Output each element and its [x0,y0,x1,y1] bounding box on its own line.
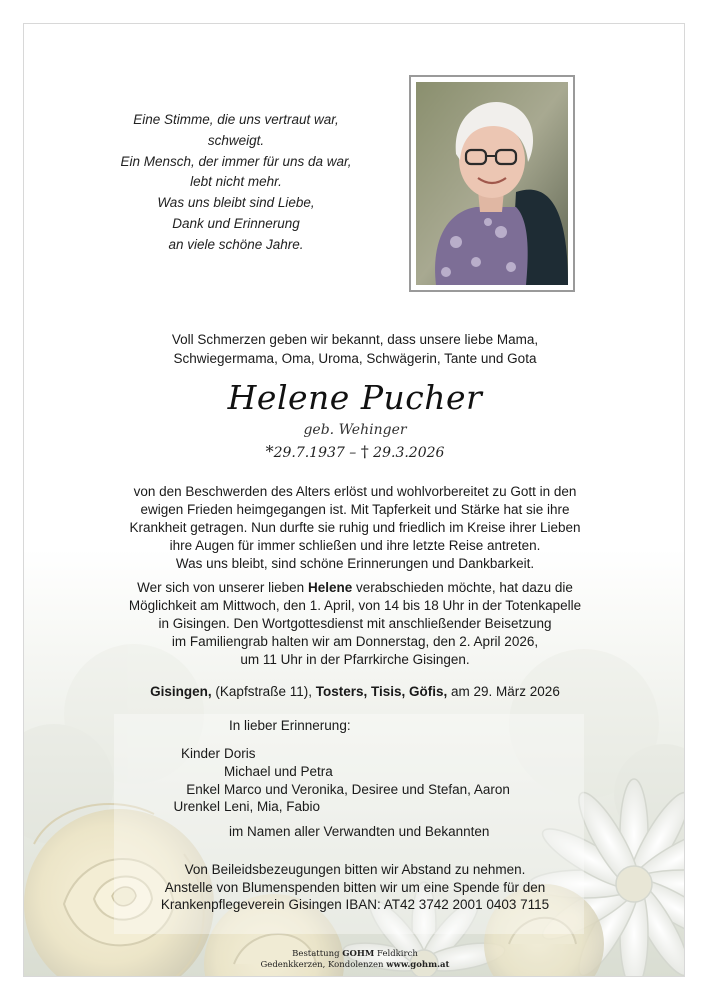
obituary-paragraph [95,483,615,573]
relatives-line: im Namen aller Verwandten und Bekannten [229,824,490,839]
funeral-home-brand: GOHM [342,949,375,959]
family-names: Michael und Petra [224,763,333,779]
family-row [134,798,510,816]
paragraph-line: Möglichkeit am Mittwoch, den 1. April, von 14 bis 18 Uhr in der Totenkapelle [128,598,582,613]
intro-line: Schwiegermama, Oma, Uroma, Schwägerin, Tante und Gota [173,351,537,366]
birth-star-icon: * [265,442,274,461]
announcement-intro [95,330,615,368]
family-relation: Urenkel [173,799,220,815]
family-list [134,745,510,816]
website-link[interactable]: www.gohm.at [386,960,450,970]
signing-date: am 29. März 2026 [447,684,560,699]
family-row [134,763,510,781]
place-primary: Gisingen, [150,684,212,699]
closing-line: Von Beileidsbezeugungen bitten wir Abstand zu nehmen. [184,862,526,877]
family-relation: Enkel [186,781,220,797]
funeral-home-footer [205,949,505,971]
poem-line: lebt nicht mehr. [190,174,282,190]
paragraph-line: Krankheit getragen. Nun durfte sie ruhig und friedlich im Kreise ihrer Lieben [129,520,581,535]
family-names: Marco und Veronika, Desiree und Stefan, Aaron [224,781,510,797]
family-names: Doris [224,746,256,761]
text-segment: Wer sich von unserer lieben [137,580,308,595]
deceased-name: Helene Pucher [227,378,483,417]
funeral-details-paragraph [95,579,615,669]
paragraph-line: Was uns bleibt, sind schöne Erinnerungen und Dankbarkeit. [175,556,535,571]
portrait-frame [409,75,575,292]
footer-line [205,960,505,971]
maiden-name: geb. Wehinger [303,422,407,438]
parte-card [23,23,685,977]
poem-line: an viele schöne Jahre. [168,236,304,252]
paragraph-line: ihre Augen für immer schließen und ihre letzte Reise antreten. [169,538,541,553]
text-segment: Gedenkkerzen, Kondolenzen [260,960,387,970]
date-separator: – [344,445,361,461]
poem-line: Eine Stimme, die uns vertraut war, [133,112,339,127]
paragraph-line: ewigen Frieden heimgegangen ist. Mit Tapferkeit und Stärke hat sie ihre [140,502,570,517]
paragraph-line [95,579,615,597]
place-secondary: Tosters, Tisis, Göfis, [315,684,448,699]
place-date-line [95,684,615,699]
first-name-bold: Helene [307,580,353,595]
poem-line: Was uns bleibt sind Liebe, [157,195,315,211]
family-relation [134,763,224,781]
portrait-photo-icon [416,82,568,285]
paragraph-line: um 11 Uhr in der Pfarrkirche Gisingen. [240,652,470,667]
birth-date: 29.7.1937 [273,445,345,461]
paragraph-line: in Gisingen. Den Wortgottesdienst mit anschließender Beisetzung [158,616,552,631]
closing-request [95,861,615,914]
closing-line: Krankenpflegeverein Gisingen IBAN: AT42 3742 2001 0403 7115 [160,897,550,912]
family-names: Leni, Mia, Fabio [224,799,321,815]
footer-line [205,949,505,960]
poem-line: schweigt. [207,132,265,148]
text-segment: Feldkirch [374,949,418,959]
poem-line: Ein Mensch, der immer für uns da war, [120,153,352,169]
closing-line: Anstelle von Blumenspenden bitten wir um eine Spende für den [164,879,546,895]
family-relation: Kinder [180,746,220,761]
text-segment: verabschieden möchte, hat dazu die [352,580,573,595]
poem-line: Dank und Erinnerung [172,215,300,231]
address: (Kapfstraße 11), [211,684,316,699]
paragraph-line: im Familiengrab halten wir am Donnerstag, den 2. April 2026, [171,634,539,649]
text-segment: Bestattung [292,949,343,959]
life-dates [205,442,505,461]
paragraph-line: von den Beschwerden des Alters erlöst und wohlvorbereitet zu Gott in den [133,484,577,499]
family-row [134,781,510,799]
memory-label: In lieber Erinnerung: [229,718,351,733]
intro-line: Voll Schmerzen geben wir bekannt, dass unsere liebe Mama, [171,332,539,347]
poem [116,110,356,256]
death-cross-icon: † [360,442,369,461]
death-date: 29.3.2026 [368,445,445,461]
family-row [134,745,510,763]
